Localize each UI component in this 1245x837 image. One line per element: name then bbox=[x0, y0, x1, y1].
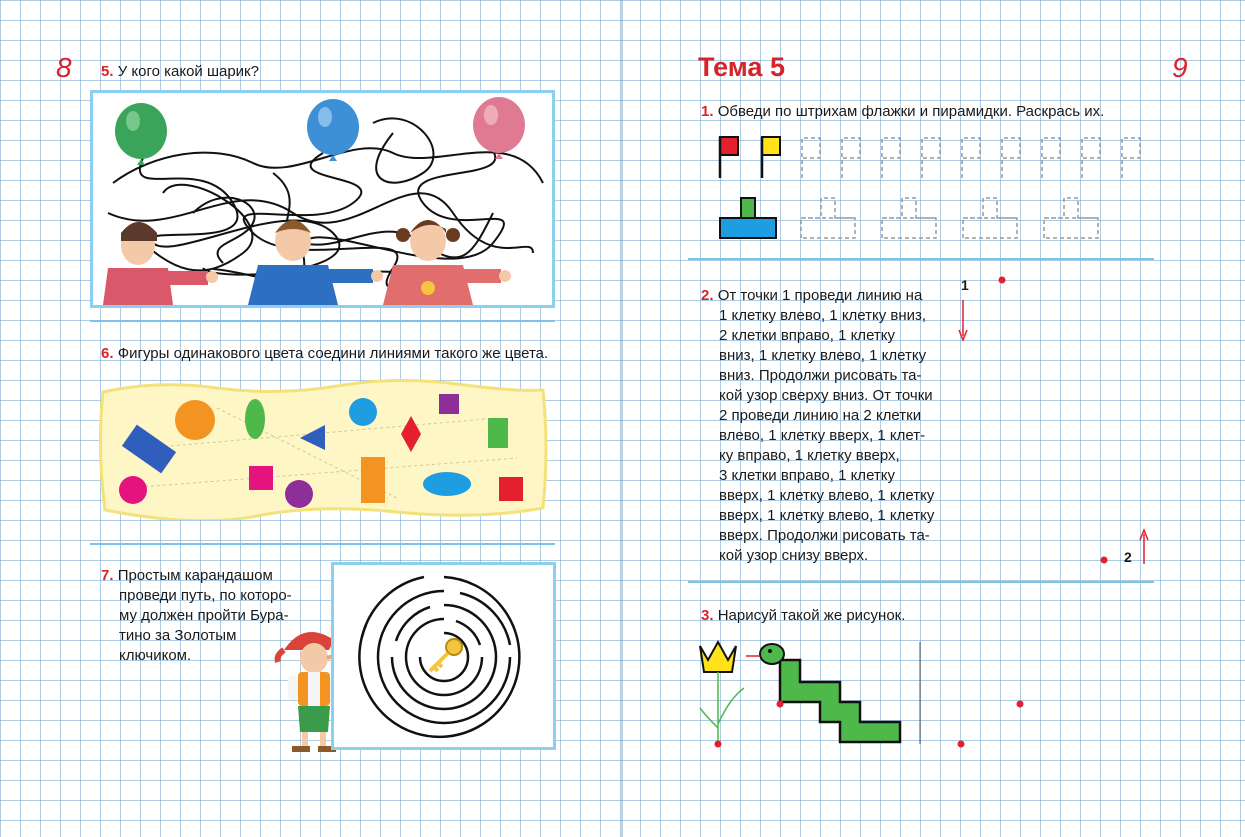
yellow-flag bbox=[762, 137, 780, 178]
task-2-line-7: 2 проведи линию на 2 клетки bbox=[719, 407, 922, 424]
task-2-line-12: вверх, 1 клетку влево, 1 клетку bbox=[719, 507, 935, 524]
task-3-number: 3. bbox=[701, 607, 714, 624]
maze-illustration bbox=[331, 562, 556, 750]
task-2-line-5: вниз. Продолжи рисовать та- bbox=[719, 367, 922, 384]
separator bbox=[688, 258, 1154, 260]
pink-square bbox=[249, 466, 273, 490]
task-7-line-5: ключиком. bbox=[119, 647, 192, 664]
separator bbox=[90, 320, 555, 322]
task-5-text: У кого какой шарик? bbox=[117, 63, 259, 80]
separator bbox=[90, 543, 555, 545]
task-7-line-1: Простым карандашом bbox=[117, 567, 273, 584]
task-2-line-1: От точки 1 проведи линию на bbox=[717, 287, 923, 304]
task-2-line-11: вверх, 1 клетку влево, 1 клетку bbox=[719, 487, 935, 504]
blue-balloon bbox=[307, 99, 359, 161]
orange-rectangle bbox=[361, 457, 385, 503]
task-1-text: Обведи по штрихам флажки и пирамидки. Раскрась их. bbox=[717, 103, 1105, 120]
task-2-line-4: вниз, 1 клетку влево, 1 клетку bbox=[719, 347, 927, 364]
green-rectangle bbox=[488, 418, 508, 448]
point-1-marker bbox=[955, 270, 1015, 345]
task-1-number: 1. bbox=[701, 103, 714, 120]
task-7-line-2: проведи путь, по которо- bbox=[119, 587, 292, 604]
blue-circle bbox=[349, 398, 377, 426]
red-square bbox=[499, 477, 523, 501]
point-2-marker bbox=[1095, 528, 1155, 570]
dashed-flags bbox=[802, 138, 1140, 178]
tulip-drawing bbox=[700, 642, 744, 748]
flags-and-pyramids bbox=[715, 132, 1155, 244]
pyramid bbox=[720, 198, 776, 238]
purple-circle bbox=[285, 480, 313, 508]
balloons-illustration bbox=[90, 90, 555, 308]
boy-center bbox=[248, 220, 383, 305]
point-2-label: 2 bbox=[1124, 549, 1132, 565]
task-6 bbox=[101, 344, 561, 364]
task-5 bbox=[101, 62, 259, 82]
pink-balloon bbox=[473, 97, 525, 159]
page-number-left: 8 bbox=[56, 52, 72, 83]
pink-circle bbox=[119, 476, 147, 504]
task-3 bbox=[701, 606, 905, 626]
task-7-number: 7. bbox=[101, 567, 114, 584]
task-2-line-8: влево, 1 клетку вверх, 1 клет- bbox=[719, 427, 926, 444]
page-title: Тема 5 bbox=[698, 52, 785, 82]
green-balloon bbox=[115, 103, 167, 165]
page-spine bbox=[621, 0, 623, 837]
shapes-panel bbox=[97, 378, 549, 520]
task-3-text: Нарисуй такой же рисунок. bbox=[717, 607, 906, 624]
task-6-text: Фигуры одинакового цвета соедини линиями такого же цвета. bbox=[117, 345, 549, 362]
girl-right bbox=[383, 220, 511, 305]
task-2-line-6: кой узор сверху вниз. От точки bbox=[719, 387, 933, 404]
snake-drawing bbox=[746, 644, 900, 742]
task-2 bbox=[701, 286, 941, 566]
task-2-line-13: вверх. Продолжи рисовать та- bbox=[719, 527, 930, 544]
task-2-line-14: кой узор снизу вверх. bbox=[719, 547, 869, 564]
green-ellipse bbox=[245, 399, 265, 439]
task-5-number: 5. bbox=[101, 63, 114, 80]
page-number-right: 9 bbox=[1172, 52, 1188, 83]
red-flag bbox=[720, 137, 738, 178]
task-2-line-2: 1 клетку влево, 1 клетку вниз, bbox=[719, 307, 927, 324]
task-2-line-9: ку вправо, 1 клетку вверх, bbox=[719, 447, 900, 464]
balloon-maze-drawing bbox=[93, 93, 552, 305]
maze-drawing bbox=[334, 565, 553, 747]
task-6-number: 6. bbox=[101, 345, 114, 362]
golden-key-icon bbox=[430, 639, 462, 671]
point-1-label: 1 bbox=[961, 277, 969, 293]
task-7-line-3: му должен пройти Бура- bbox=[119, 607, 289, 624]
snake-and-flower-drawing bbox=[690, 632, 1070, 757]
orange-circle bbox=[175, 400, 215, 440]
task-7-line-4: тино за Золотым bbox=[119, 627, 237, 644]
task-1 bbox=[701, 102, 1104, 122]
task-2-number: 2. bbox=[701, 287, 714, 304]
task-2-line-10: 3 клетки вправо, 1 клетку bbox=[719, 467, 896, 484]
task-2-line-3: 2 клетки вправо, 1 клетку bbox=[719, 327, 896, 344]
dashed-pyramids bbox=[801, 198, 1098, 238]
blue-ellipse bbox=[423, 472, 471, 496]
purple-square bbox=[439, 394, 459, 414]
separator bbox=[688, 581, 1154, 583]
